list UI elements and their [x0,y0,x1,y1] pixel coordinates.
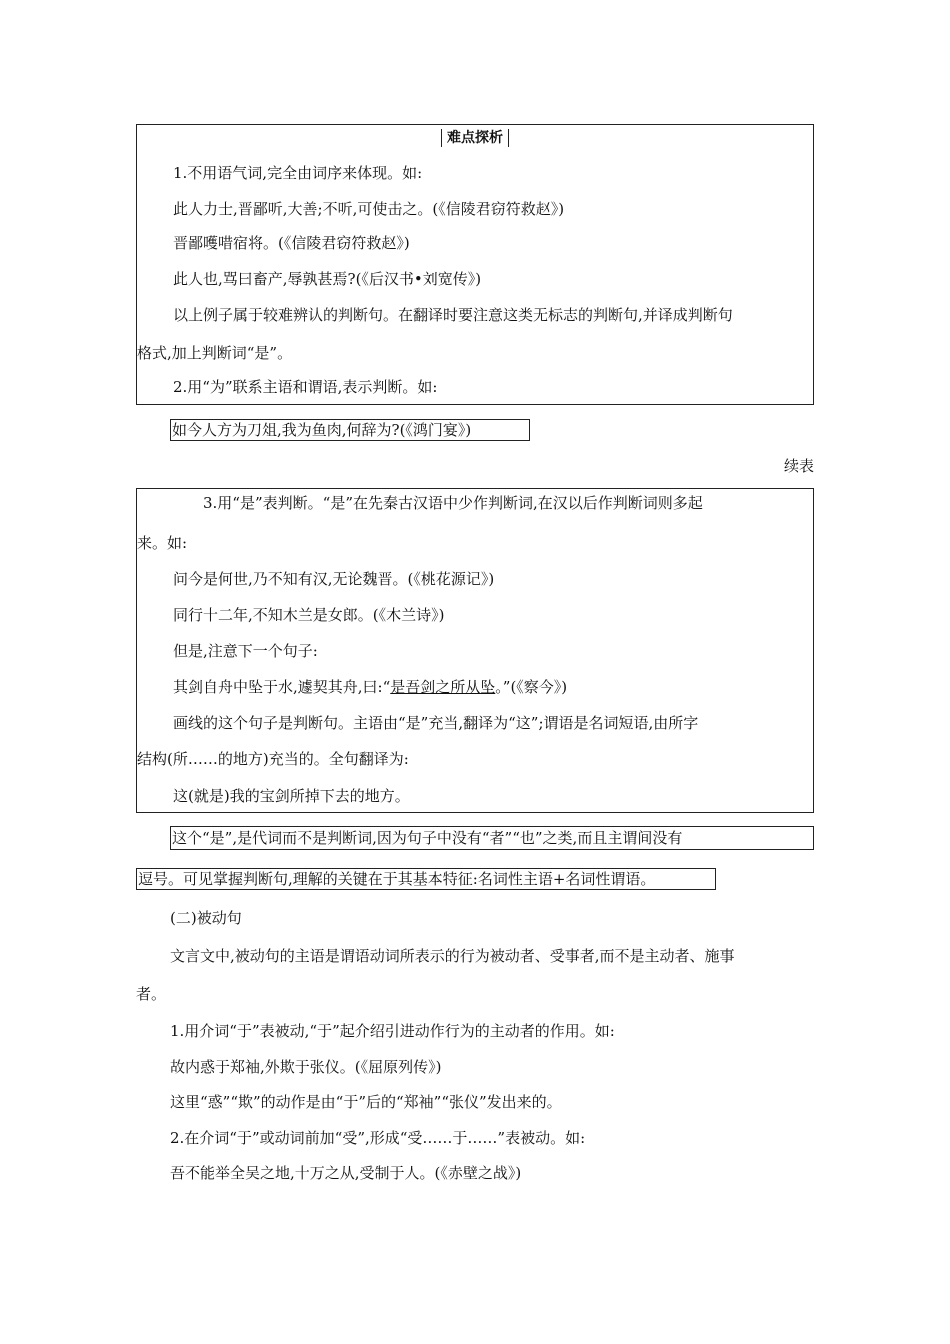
box2-line-5: 但是,注意下一个句子: [173,642,318,660]
body-line-3: 1.用介词“于”表被动,“于”起介绍引进动作行为的主动者的作用。如: [170,1022,615,1040]
section-tag: 难点探析 [137,128,813,147]
box2-line-2: 来。如: [137,534,188,552]
box1-line-6: 格式,加上判断词“是”。 [137,344,293,362]
continued-table-box [136,488,814,813]
box2-line-8: 结构(所……的地方)充当的。全句翻译为: [137,750,409,768]
box1-line-4: 此人也,骂曰畜产,辱孰甚焉?(《后汉书•刘宽传》) [173,270,482,288]
section-heading-passive: (二)被动句 [170,909,242,927]
box2-line-1: 3.用“是”表判断。“是”在先秦古汉语中少作判断词,在汉以后作判断词则多起 [203,494,703,512]
body-line-5: 这里“惑”“欺”的动作是由“于”后的“郑袖”“张仪”发出来的。 [170,1093,562,1111]
continued-label: 续表 [783,457,814,475]
box2-line-3: 问今是何世,乃不知有汉,无论魏晋。(《桃花源记》) [173,570,495,588]
box1-line-5: 以上例子属于较难辨认的判断句。在翻译时要注意这类无标志的判断句,并译成判断句 [173,306,733,324]
body-line-6: 2.在介词“于”或动词前加“受”,形成“受……于……”表被动。如: [170,1129,586,1147]
body-line-7: 吾不能举全吴之地,十万之从,受制于人。(《赤壁之战》) [170,1164,522,1182]
box1-line-3: 晋鄙嚄唶宿将。(《信陵君窃符救赵》) [173,234,410,252]
box1-line-7: 2.用“为”联系主语和谓语,表示判断。如: [173,378,438,396]
difficulty-analysis-box [136,124,814,405]
note-line-2: 逗号。可见掌握判断句,理解的关键在于其基本特征:名词性主语+名词性谓语。 [136,868,716,890]
box1-line-2: 此人力士,晋鄙听,大善;不听,可使击之。(《信陵君窃符救赵》) [173,200,565,218]
note-line-1: 这个“是”,是代词而不是判断词,因为句子中没有“者”“也”之类,而且主谓间没有 [170,826,814,850]
body-line-2: 者。 [136,985,167,1003]
box2-line-9: 这(就是)我的宝剑所掉下去的地方。 [173,787,410,805]
body-line-1: 文言文中,被动句的主语是谓语动词所表示的行为被动者、受事者,而不是主动者、施事 [170,947,735,965]
box1-line-1: 1.不用语气词,完全由词序来体现。如: [173,164,423,182]
example-hongmen-feast: 如今人方为刀俎,我为鱼肉,何辞为?(《鸿门宴》) [170,419,530,441]
sword-example: 其剑自舟中坠于水,遽契其舟,曰:“是吾剑之所从坠。”(《察今》) [173,678,568,696]
box2-line-4: 同行十二年,不知木兰是女郎。(《木兰诗》) [173,606,445,624]
underlined-sentence: 是吾剑之所从坠 [390,678,496,696]
box2-line-7: 画线的这个句子是判断句。主语由“是”充当,翻译为“这”;谓语是名词短语,由所字 [173,714,699,732]
body-line-4: 故内惑于郑袖,外欺于张仪。(《屈原列传》) [170,1058,442,1076]
